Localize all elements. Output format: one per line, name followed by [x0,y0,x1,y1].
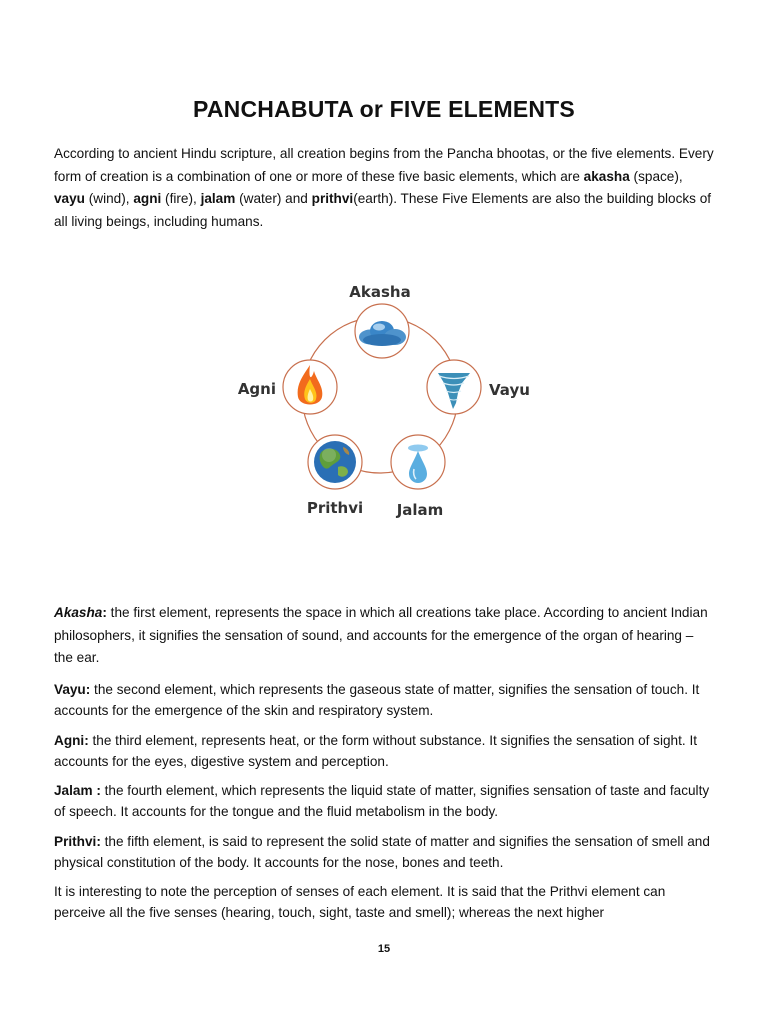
akasha-description: the first element, represents the space in which all creations take place. According to ancient Indian philosophers, it signifies the sensation of sound, and accounts for the emergence of the organ of hearing – the ear. [54,605,708,665]
label-vayu: Vayu [489,381,530,399]
agni-sep: : [84,733,89,748]
akasha-node [355,304,409,358]
jalam-paragraph [54,780,714,822]
label-akasha: Akasha [349,283,411,301]
akasha-term: Akasha [54,605,103,620]
closing-paragraph: It is interesting to note the perception of senses of each element. It is said that the Prithvi element can perceive all the five senses (hearing, touch, sight, taste and smell); whereas the next higher [54,884,666,920]
jalam-description: the fourth element, which represents the liquid state of matter, signifies sensation of taste and faculty of speech. It accounts for the tongue and the fluid metabolism in the body. [54,783,710,819]
intro-text-2: (space), [629,168,683,184]
intro-text-3: (wind), [84,191,134,206]
jalam-node [391,435,445,489]
agni-description: the third element, represents heat, or the form without substance. It signifies the sensation of sight. It accounts for the eyes, digestive system and perception. [54,733,698,769]
vayu-description: the second element, which represents the gaseous state of matter, signifies the sensation of touch. It accounts for the emergence of the skin and respiratory system. [54,682,700,718]
term-akasha: akasha [583,168,630,184]
term-jalam: jalam [200,191,236,206]
earth-globe-icon [314,441,356,483]
jalam-term: Jalam [54,783,93,798]
vayu-paragraph [54,679,714,721]
vayu-term: Vayu [54,682,86,697]
agni-term: Agni [54,733,85,748]
intro-text-6: (earth). These Five Elements are also the building blocks of all living beings, including humans. [54,191,712,229]
label-jalam: Jalam [396,501,444,519]
jalam-sep: : [92,783,101,798]
intro-text-4: (fire), [161,191,201,206]
label-prithvi: Prithvi [306,499,364,517]
label-agni: Agni [237,380,276,398]
five-elements-diagram [230,275,550,525]
term-prithvi: prithvi [311,191,354,206]
intro-text-1: According to ancient Hindu scripture, all creation begins from the Pancha bhootas, or the five elements. Every form of creation is a combination of one or more of these five basic elements, which are [54,146,714,184]
vayu-node [427,360,481,414]
prithvi-node [308,435,362,489]
agni-node [283,360,337,414]
page-number: 15 [377,943,391,955]
vayu-sep: : [85,682,91,697]
akasha-paragraph [54,602,714,670]
prithvi-description: the fifth element, is said to represent the solid state of matter and signifies the sensation of smell and physical constitution of the body. It accounts for the nose, bones and teeth. [54,834,710,870]
term-vayu: vayu [54,191,85,206]
agni-paragraph [54,730,714,772]
akasha-sep: : [102,605,107,620]
prithvi-term: Prithvi [54,834,97,849]
prithvi-sep: : [96,834,101,849]
term-agni: agni [133,191,162,206]
intro-text-5: (water) and [235,191,312,206]
prithvi-paragraph [54,831,714,873]
intro-paragraph [54,143,714,233]
page-title: PANCHABUTA or FIVE ELEMENTS [193,96,575,122]
